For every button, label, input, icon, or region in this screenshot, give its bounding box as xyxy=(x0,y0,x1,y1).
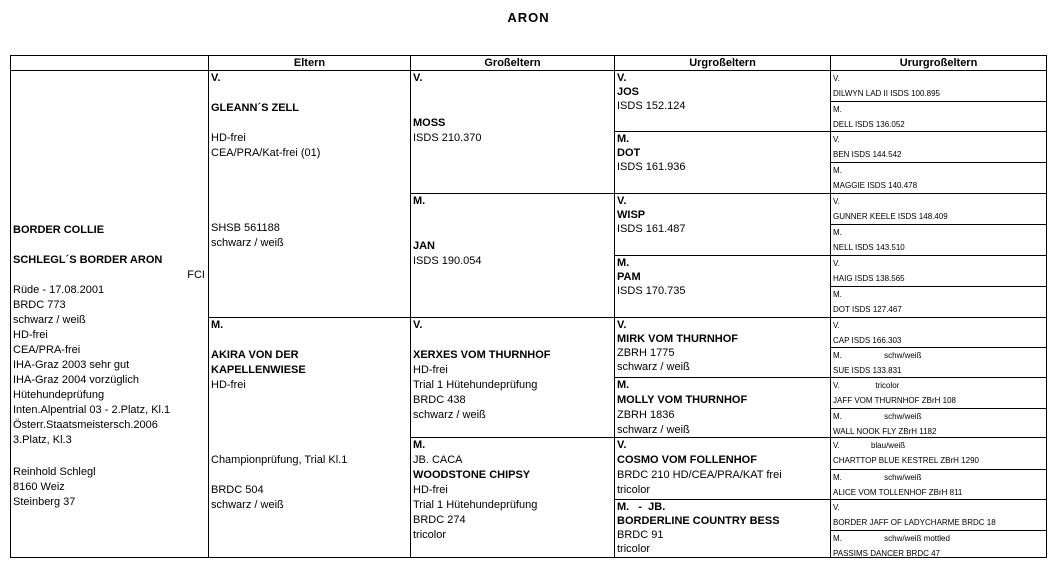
sex-label: V. xyxy=(833,259,840,268)
gggp-13 xyxy=(831,437,1046,469)
gggp-5 xyxy=(831,193,1046,225)
sex-label: M. xyxy=(617,257,630,269)
info-line: Trial 1 Hütehundeprüfung xyxy=(413,379,538,391)
sex-label: V. xyxy=(617,319,627,331)
sex-label: M. xyxy=(413,195,426,207)
grandparent-sd xyxy=(411,193,614,270)
gggp-15 xyxy=(831,499,1046,531)
sex-label: M. xyxy=(833,166,842,175)
dog-line: IHA-Graz 2004 vorzüglich xyxy=(13,374,139,386)
pedigree-table xyxy=(10,55,1047,558)
page-title: ARON xyxy=(507,10,550,25)
dog-name: GUNNER KEELE ISDS 148.409 xyxy=(833,212,948,221)
dog-name: DOT xyxy=(617,147,641,159)
sex-label: M. - JB. xyxy=(617,501,666,513)
dog-line: schwarz / weiß xyxy=(13,314,86,326)
info-line: tricolor xyxy=(413,529,447,541)
grandparent-ds xyxy=(411,317,614,424)
dog-name: MIRK VOM THURNHOF xyxy=(617,333,738,345)
sex-label: M. schw/weiß xyxy=(833,351,922,360)
sex-label: V. xyxy=(413,72,423,84)
info-line: CEA/PRA/Kat-frei (01) xyxy=(211,147,321,159)
gggp-9 xyxy=(831,317,1046,349)
info-line: schwarz / weiß xyxy=(617,361,690,373)
dog-name: DILWYN LAD II ISDS 100.895 xyxy=(833,89,941,98)
dog-name: AKIRA VON DER xyxy=(211,349,299,361)
gggp-2 xyxy=(831,101,1046,133)
sex-label: V. xyxy=(833,503,840,512)
sex-label: M. xyxy=(617,133,630,145)
dog-name: PASSIMS DANCER BRDC 47 xyxy=(833,549,940,558)
sex-label: V. xyxy=(617,195,627,207)
gggp-10 xyxy=(831,347,1046,379)
sex-label: V. xyxy=(617,439,627,451)
dog-name: CAP ISDS 166.303 xyxy=(833,336,902,345)
dog-name: DELL ISDS 136.052 xyxy=(833,120,905,129)
sex-label: V. xyxy=(617,72,627,84)
sex-label: V. xyxy=(413,319,423,331)
owner-city: 8160 Weiz xyxy=(13,481,65,493)
dog-name: BORDER JAFF OF LADYCHARME BRDC 18 xyxy=(833,518,996,527)
ggp-1 xyxy=(615,70,830,114)
sex-label: M. schw/weiß xyxy=(833,412,922,421)
dog-name: COSMO VOM FOLLENHOF xyxy=(617,454,757,466)
gggp-6 xyxy=(831,224,1046,256)
info-line: HD-frei xyxy=(211,379,246,391)
info-line: schwarz / weiß xyxy=(617,424,690,436)
dog-name: BEN ISDS 144.542 xyxy=(833,150,902,159)
sex-label: M. xyxy=(211,319,224,331)
dog-info xyxy=(11,222,208,511)
header-ururgrosseltern: Ururgroßeltern xyxy=(899,57,978,69)
dog-name: GLEANN´S ZELL xyxy=(211,102,299,114)
sex-label: M. xyxy=(833,105,842,114)
dog-name: MAGGIE ISDS 140.478 xyxy=(833,181,918,190)
gggp-16 xyxy=(831,530,1046,562)
sex-label: V. xyxy=(833,321,840,330)
dog-name: JAN xyxy=(413,240,436,252)
sex-label: M. xyxy=(833,228,842,237)
sex-label: V. xyxy=(211,72,221,84)
info-line: Trial 1 Hütehundeprüfung xyxy=(413,499,538,511)
dog-line: Rüde - 17.08.2001 xyxy=(13,284,105,296)
info-line: tricolor xyxy=(617,484,651,496)
info-line: BRDC 91 xyxy=(617,529,664,541)
dog-line: Inten.Alpentrial 03 - 2.Platz, Kl.1 xyxy=(13,404,171,416)
parent-dam xyxy=(209,317,410,514)
info-line: HD-frei xyxy=(413,364,448,376)
info-line: JB. CACA xyxy=(413,454,463,466)
gggp-3 xyxy=(831,131,1046,163)
sex-label: M. schw/weiß mottled xyxy=(833,534,950,543)
header-grosseltern: Großeltern xyxy=(484,57,541,69)
sex-label: M. schw/weiß xyxy=(833,473,922,482)
info-line: BRDC 274 xyxy=(413,514,466,526)
dog-line: Hütehundeprüfung xyxy=(13,389,105,401)
info-line: BRDC 438 xyxy=(413,394,466,406)
gggp-12 xyxy=(831,408,1046,440)
owner-street: Steinberg 37 xyxy=(13,496,76,508)
info-line: schwarz / weiß xyxy=(211,237,284,249)
sex-label: M. xyxy=(413,439,426,451)
gggp-1 xyxy=(831,70,1046,102)
info-line: ISDS 161.936 xyxy=(617,161,686,173)
dog-line: HD-frei xyxy=(13,329,48,341)
info-line: schwarz / weiß xyxy=(211,499,284,511)
info-line: BRDC 210 HD/CEA/PRA/KAT frei xyxy=(617,469,782,481)
grandparent-dd xyxy=(411,437,614,544)
owner-name: Reinhold Schlegl xyxy=(13,466,96,478)
info-line: Championprüfung, Trial Kl.1 xyxy=(211,454,348,466)
info-line: ISDS 190.054 xyxy=(413,255,482,267)
info-line: tricolor xyxy=(617,543,651,555)
sex-label: M. xyxy=(833,290,842,299)
gggp-11 xyxy=(831,377,1046,409)
dog-name: WOODSTONE CHIPSY xyxy=(413,469,531,481)
dog-line: 3.Platz, Kl.3 xyxy=(13,434,72,446)
ggp-3 xyxy=(615,193,830,237)
dog-name: XERXES VOM THURNHOF xyxy=(413,349,551,361)
dog-line: Österr.Staatsmeistersch.2006 xyxy=(13,419,158,431)
dog-fci: FCI xyxy=(187,269,205,281)
dog-name: JAFF VOM THURNHOF ZBrH 108 xyxy=(833,396,956,405)
info-line: ISDS 152.124 xyxy=(617,100,686,112)
ggp-7 xyxy=(615,437,830,499)
info-line: ZBRH 1775 xyxy=(617,347,675,359)
dog-name: DOT ISDS 127.467 xyxy=(833,305,902,314)
dog-line: BRDC 773 xyxy=(13,299,66,311)
parent-sire xyxy=(209,70,410,252)
gggp-14 xyxy=(831,469,1046,501)
dog-name: CHARTTOP BLUE KESTREL ZBrH 1290 xyxy=(833,456,979,465)
dog-line: IHA-Graz 2003 sehr gut xyxy=(13,359,130,371)
sex-label: V. xyxy=(833,197,840,206)
info-line: HD-frei xyxy=(211,132,246,144)
dog-name: BORDERLINE COUNTRY BESS xyxy=(617,515,780,527)
sex-label: V. xyxy=(833,135,840,144)
dog-name-cont: KAPELLENWIESE xyxy=(211,364,306,376)
sex-label: V. tricolor xyxy=(833,381,900,390)
info-line: ISDS 161.487 xyxy=(617,223,686,235)
ggp-4 xyxy=(615,255,830,299)
sex-label: M. xyxy=(617,379,630,391)
dog-name: MOLLY VOM THURNHOF xyxy=(617,394,748,406)
gggp-8 xyxy=(831,286,1046,318)
dog-breed: BORDER COLLIE xyxy=(13,224,105,236)
info-line: HD-frei xyxy=(413,484,448,496)
sex-label: V. xyxy=(833,74,840,83)
gggp-4 xyxy=(831,162,1046,194)
dog-name: MOSS xyxy=(413,117,446,129)
header-urgrosseltern: Urgroßeltern xyxy=(689,57,756,69)
ggp-2 xyxy=(615,131,830,175)
dog-name: NELL ISDS 143.510 xyxy=(833,243,905,252)
info-line: SHSB 561188 xyxy=(211,222,280,234)
dog-name: PAM xyxy=(617,271,641,283)
dog-name: HAIG ISDS 138.565 xyxy=(833,274,905,283)
ggp-6 xyxy=(615,377,830,439)
ggp-5 xyxy=(615,317,830,375)
info-line: ISDS 170.735 xyxy=(617,285,686,297)
header-eltern: Eltern xyxy=(293,57,326,69)
info-line: ISDS 210.370 xyxy=(413,132,482,144)
dog-name: WISP xyxy=(617,209,646,221)
info-line: BRDC 504 xyxy=(211,484,264,496)
sex-label: V. blau/weiß xyxy=(833,441,906,450)
grandparent-ss xyxy=(411,70,614,147)
dog-line: CEA/PRA-frei xyxy=(13,344,81,356)
dog-name: SCHLEGL´S BORDER ARON xyxy=(13,254,163,266)
info-line: schwarz / weiß xyxy=(413,409,486,421)
dog-name: JOS xyxy=(617,86,640,98)
dog-name: ALICE VOM TOLLENHOF ZBrH 811 xyxy=(833,488,963,497)
info-line: ZBRH 1836 xyxy=(617,409,675,421)
gggp-7 xyxy=(831,255,1046,287)
ggp-8 xyxy=(615,499,830,557)
dog-name: WALL NOOK FLY ZBrH 1182 xyxy=(833,427,937,436)
dog-name: SUE ISDS 133.831 xyxy=(833,366,902,375)
